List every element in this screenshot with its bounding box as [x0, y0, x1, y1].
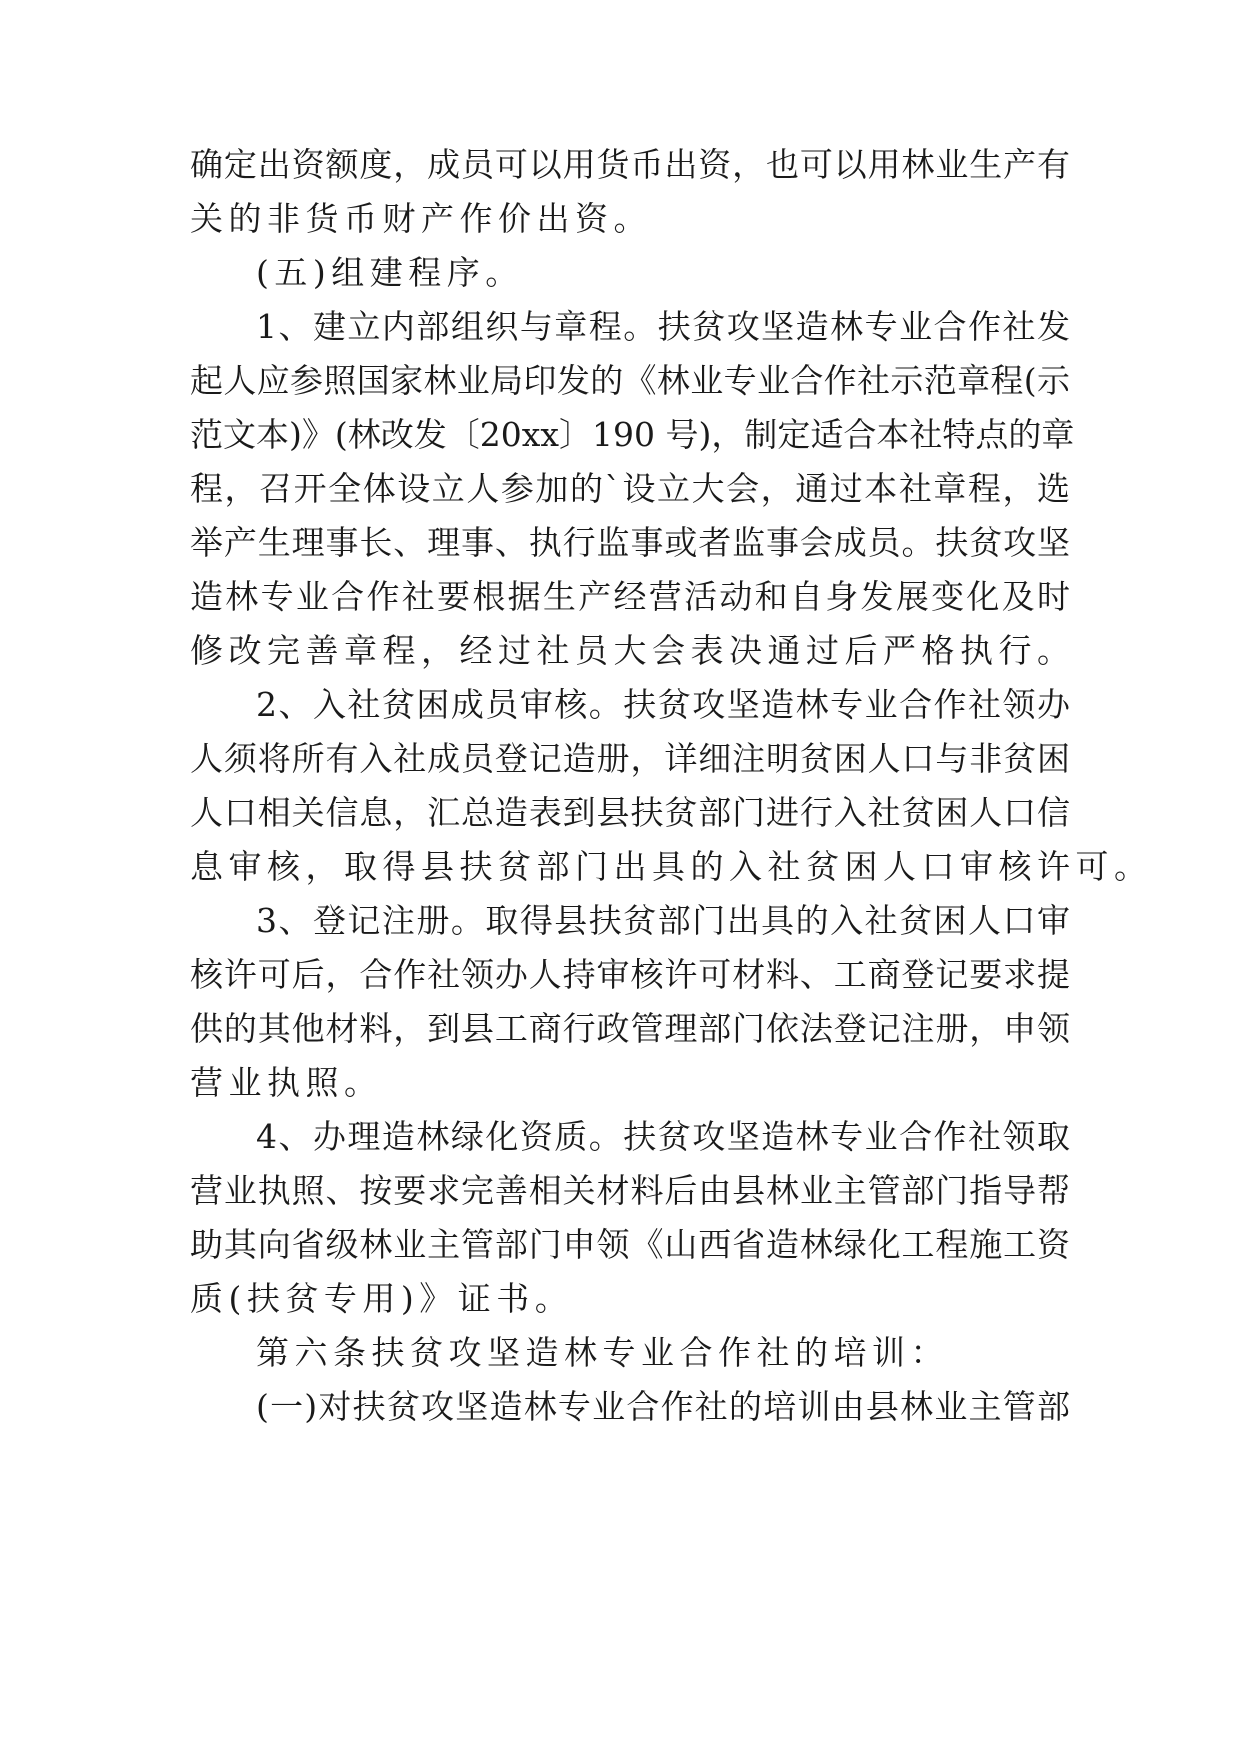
- text-line: 4、办理造林绿化资质。扶贫攻坚造林专业合作社领取: [256, 1117, 1070, 1156]
- text-line: 人须将所有入社成员登记造册，详细注明贫困人口与非贫困: [190, 739, 1070, 778]
- text-line: 营业执照。: [190, 1063, 383, 1102]
- text-line: 营业执照、按要求完善相关材料后由县林业主管部门指导帮: [190, 1171, 1070, 1210]
- text-line: 供的其他材料，到县工商行政管理部门依法登记注册，申领: [190, 1009, 1070, 1048]
- text-line: 举产生理事长、理事、执行监事或者监事会成员。扶贫攻坚: [190, 523, 1070, 562]
- text-line: 助其向省级林业主管部门申领《山西省造林绿化工程施工资: [190, 1225, 1070, 1264]
- text-line: 程，召开全体设立人参加的`设立大会，通过本社章程，选: [190, 469, 1070, 508]
- text-line: 造林专业合作社要根据生产经营活动和自身发展变化及时: [190, 577, 1070, 616]
- text-line: (一)对扶贫攻坚造林专业合作社的培训由县林业主管部: [256, 1387, 1070, 1426]
- text-line: 质(扶贫专用)》证书。: [190, 1279, 574, 1318]
- text-line: 核许可后，合作社领办人持审核许可材料、工商登记要求提: [190, 955, 1070, 994]
- text-line: 确定出资额度，成员可以用货币出资，也可以用林业生产有: [190, 145, 1070, 184]
- section-heading: (五)组建程序。: [256, 253, 524, 292]
- text-line: 修改完善章程，经过社员大会表决通过后严格执行。: [190, 631, 1076, 670]
- text-line: 2、入社贫困成员审核。扶贫攻坚造林专业合作社领办: [256, 685, 1070, 724]
- text-line: 人口相关信息，汇总造表到县扶贫部门进行入社贫困人口信: [190, 793, 1070, 832]
- text-line: 3、登记注册。取得县扶贫部门出具的入社贫困人口审: [256, 901, 1070, 940]
- text-line: 起人应参照国家林业局印发的《林业专业合作社示范章程(示: [190, 361, 1070, 400]
- text-line: 关的非货币财产作价出资。: [190, 199, 652, 238]
- text-line: 1、建立内部组织与章程。扶贫攻坚造林专业合作社发: [256, 307, 1070, 346]
- text-line: 息审核，取得县扶贫部门出具的入社贫困人口审核许可。: [190, 847, 1153, 886]
- text-line: 范文本)》(林改发〔20xx〕190 号)，制定适合本社特点的章: [190, 415, 1075, 454]
- article-heading: 第六条扶贫攻坚造林专业合作社的培训：: [256, 1333, 949, 1372]
